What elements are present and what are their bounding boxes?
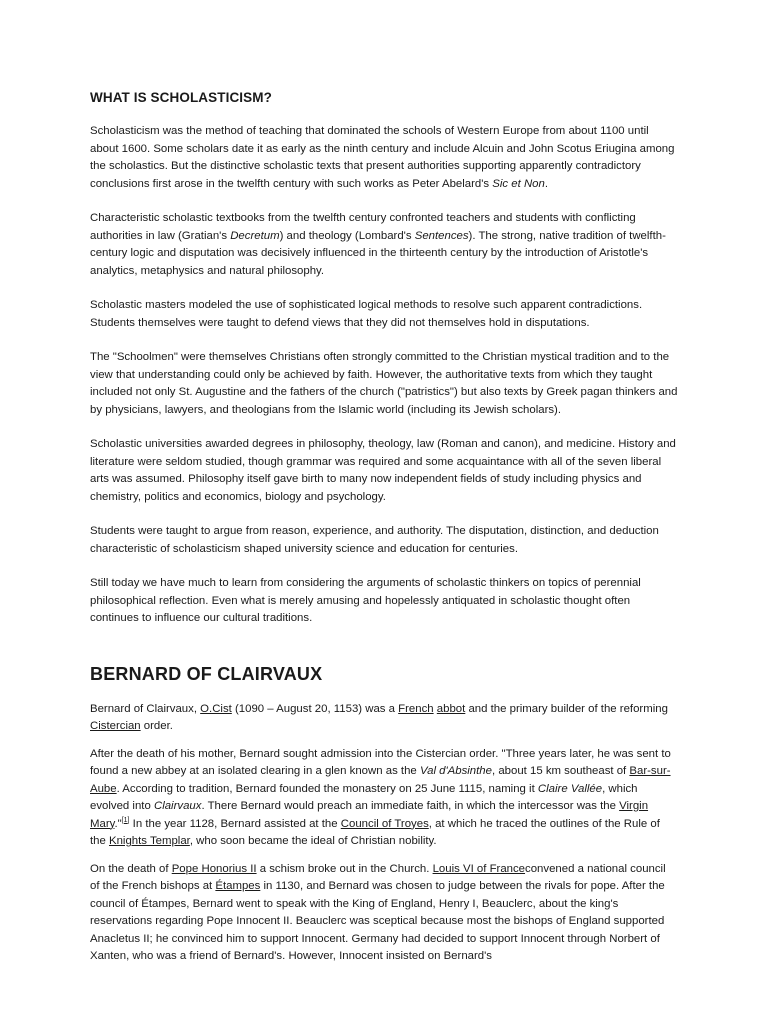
section-title-scholasticism: WHAT IS SCHOLASTICISM? [90,90,272,105]
link-bar-sur-aube[interactable]: Bar-sur-Aube [90,765,671,795]
italic-place: Clairvaux [153,800,202,812]
bernard-paragraph-3 [90,861,678,966]
text-run: , at which he traced the outlines of the Rule of the [90,817,660,847]
text-run: in 1130, and Bernard was chosen to judge between the rivals for pope. After the council of Étampes, Bernard went to speak with the King of England, Henry I, Beauclerc, about the king's reservations regarding Pope Innocent II. Beauclerc was sceptical because most the bishops of England supported Anacletus II; he convinced him to support Innocent. Germany had decided to support Innocent through Norbert of Xanten, who was a friend of Bernard's. However, Innocent insisted on Bernard's [90,880,665,962]
bernard-paragraph-1 [90,701,678,736]
document-page [90,90,678,976]
text-run: After the death of his mother, Bernard sought admission into the Cistercian order. "Three years later, he was sent to found a new abbey at an isolated clearing in a glen known as the [90,747,671,777]
text-run: . According to tradition, Bernard founded the monastery on 25 June 1115, naming it [116,782,538,795]
italic-title: Sentences [414,229,469,242]
link-ocist[interactable]: O.Cist [200,702,232,715]
link-virgin-mary[interactable]: Virgin Mary [90,800,649,830]
text-run: ." [114,817,122,830]
link-abbot[interactable]: abbot [436,702,466,715]
text-run: In the year 1128, Bernard assisted at the [129,817,341,830]
paragraph-3: Scholastic masters modeled the use of sophisticated logical methods to resolve such apparent contradictions. Students themselves were taught to defend views that they did not themselves hold in disputations. [90,299,643,329]
italic-place: Val d'Absinthe [419,765,492,777]
link-cistercian[interactable]: Cistercian [90,720,141,732]
paragraph-5: Scholastic universities awarded degrees in philosophy, theology, law (Roman and canon), and medicine. History and literature were seldom studied, though grammar was required and some acquaintance with all of the seven liberal arts was assumed. Philosophy itself gave birth to many now independent fields of study including physics and chemistry, politics and economics, biology and psychology. [90,438,676,503]
text-run: order. [140,720,173,732]
section-title-bernard: BERNARD OF CLAIRVAUX [90,663,323,684]
text-run: , which evolved into [90,782,638,812]
italic-title: Decretum [230,229,280,242]
link-etampes[interactable]: Étampes [215,880,261,892]
text-run: a schism broke out in the Church. [256,862,433,875]
text-run: . [544,177,549,190]
text-run: Scholasticism was the method of teaching that dominated the schools of Western Europe from about 1100 until about 1600. Some scholars date it as early as the ninth century and include Alcuin and John Scotus Eriugina among the scholastics. But the distinctive scholastic texts that present authorities supporting apparently contradictory conclusions first arose in the twelfth century with such works as Peter Abelard's [90,125,675,190]
link-french[interactable]: French [398,702,434,715]
text-run: ). The strong, native tradition of twelfth-century logic and disputation was decisively influenced in the thirteenth century by the introduction of Aristotle's analytics, metaphysics and natural philosophy. [90,229,666,277]
paragraph-2 [90,210,678,280]
paragraph-1 [90,123,678,193]
text-run: Characteristic scholastic textbooks from the twelfth century confronted teachers and students with conflicting authorities in law (Gratian's [90,212,636,242]
paragraph-4: The "Schoolmen" were themselves Christians often strongly committed to the Christian mystical tradition and to the view that understanding could only be achieved by faith. However, the authoritative texts from which they taught included not only St. Augustine and the fathers of the church ("patristics") but also texts by Greek pagan thinkers and by physicians, lawyers, and theologians from the Islamic world (including its Jewish scholars). [90,351,678,416]
link-louis-vi[interactable]: Louis VI of France [432,862,526,875]
link-pope-honorius[interactable]: Pope Honorius II [171,862,257,875]
italic-place: Claire Vallée [537,782,603,795]
text-run: ) and theology (Lombard's [279,229,415,242]
italic-title: Sic et Non [492,177,545,190]
text-run: (1090 – August 20, 1153) was a [231,702,399,715]
link-knights-templar[interactable]: Knights Templar [109,835,190,847]
link-council-of-troyes[interactable]: Council of Troyes [340,817,429,830]
text-run: , about 15 km southeast of [491,765,630,777]
text-run: On the death of [90,862,172,875]
paragraph-7: Still today we have much to learn from considering the arguments of scholastic thinkers on topics of perennial philosophical reflection. Even what is merely amusing and hopelessly antiquated in scholastic thought often continues to influence our cultural traditions. [90,577,641,624]
footnote-link[interactable]: [1] [121,816,130,824]
text-run: , who soon became the ideal of Christian nobility. [189,835,437,847]
text-run: . There Bernard would preach an immediate faith, in which the intercessor was the [201,800,620,812]
text-run: and the primary builder of the reforming [465,702,668,715]
bernard-paragraph-2 [90,746,678,851]
text-run: Bernard of Clairvaux, [90,702,201,715]
text-run: convened a national council of the French bishops at [90,862,666,892]
paragraph-6: Students were taught to argue from reason, experience, and authority. The disputation, distinction, and deduction characteristic of scholasticism shaped university science and education for centuries. [90,525,659,555]
